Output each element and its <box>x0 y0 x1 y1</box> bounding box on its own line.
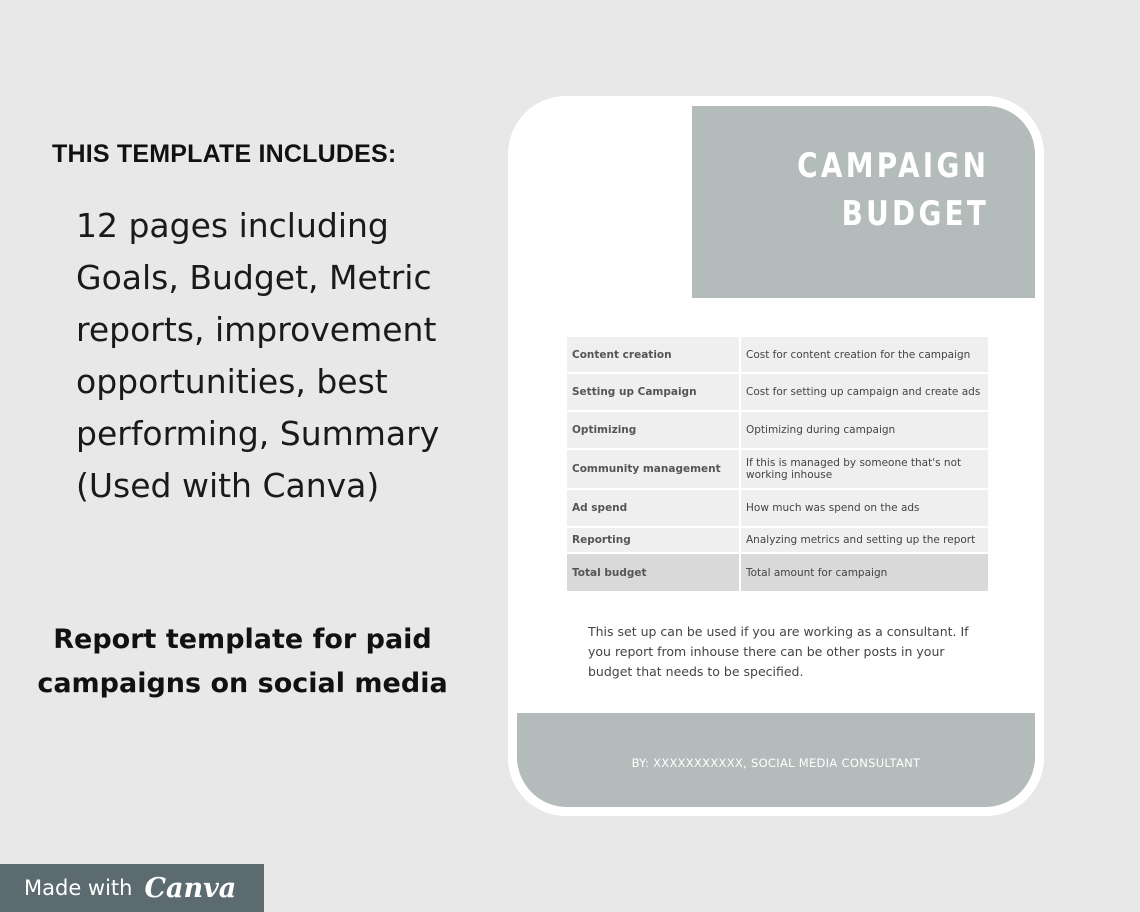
footer-block <box>517 713 1035 807</box>
footer-text: BY: XXXXXXXXXXX, SOCIAL MEDIA CONSULTANT <box>631 756 921 770</box>
page-title: CAMPAIGN BUDGET <box>796 146 989 234</box>
row-label: Optimizing <box>567 412 741 450</box>
table-row <box>567 490 988 528</box>
table-row <box>567 450 988 490</box>
row-label: Total budget <box>567 554 741 591</box>
note-text: This set up can be used if you are working as a consultant. If you report from inhouse there can be other posts in your budget that needs to be specified. <box>588 624 969 679</box>
badge-prefix: Made with <box>24 876 133 900</box>
row-description: Total amount for campaign <box>741 554 988 591</box>
row-label: Setting up Campaign <box>567 374 741 412</box>
row-label: Reporting <box>567 528 741 554</box>
row-description: How much was spend on the ads <box>741 490 988 528</box>
row-description: Cost for content creation for the campaign <box>741 337 988 374</box>
row-description: Cost for setting up campaign and create ads <box>741 374 988 412</box>
canva-logo: Canva <box>144 872 237 904</box>
row-label: Community management <box>567 450 741 490</box>
table-row <box>567 528 988 554</box>
row-label: Content creation <box>567 337 741 374</box>
table-row <box>567 412 988 450</box>
title-block <box>692 106 1035 298</box>
tagline: Report template for paid campaigns on social media <box>37 624 448 699</box>
budget-table <box>567 337 988 591</box>
made-with-canva-badge <box>0 864 264 912</box>
table-row-total <box>567 554 988 591</box>
includes-title: THIS TEMPLATE INCLUDES: <box>52 140 397 168</box>
row-description: If this is managed by someone that's not working inhouse <box>741 450 988 490</box>
row-label: Ad spend <box>567 490 741 528</box>
template-preview <box>508 96 1044 816</box>
row-description: Optimizing during campaign <box>741 412 988 450</box>
table-row <box>567 337 988 374</box>
includes-description: 12 pages including Goals, Budget, Metric reports, improvement opportunities, best performing, Summary (Used with Canva) <box>76 206 440 505</box>
row-description: Analyzing metrics and setting up the report <box>741 528 988 554</box>
table-row <box>567 374 988 412</box>
